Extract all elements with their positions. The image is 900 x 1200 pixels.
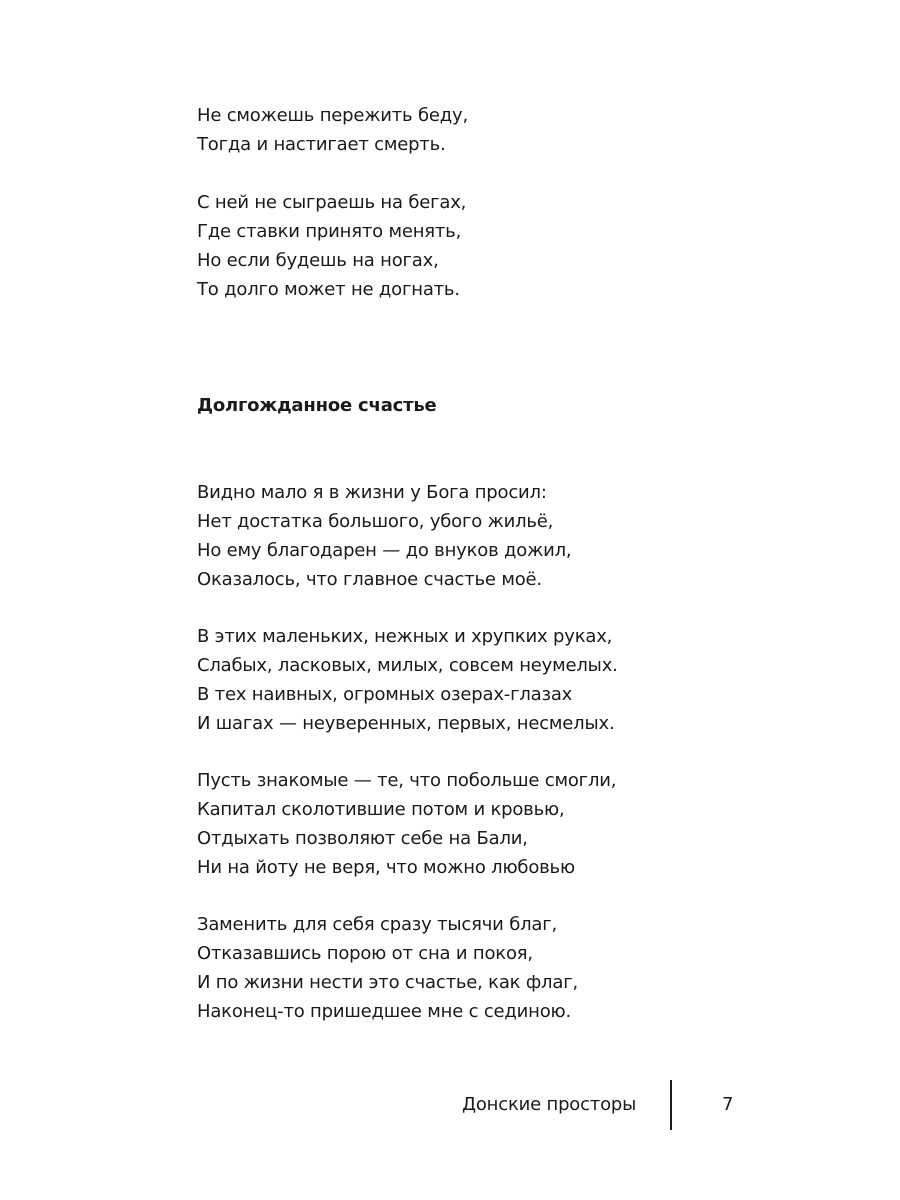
poem-line: Пусть знакомые — те, что побольше смогли,	[197, 770, 617, 791]
footer-divider	[670, 1080, 672, 1130]
poem-line: И по жизни нести это счастье, как флаг,	[197, 972, 578, 993]
poem-line: Отказавшись порою от сна и покоя,	[197, 943, 533, 964]
poem-line: Оказалось, что главное счастье моё.	[197, 569, 542, 590]
poem-line: Заменить для себя сразу тысячи благ,	[197, 914, 558, 935]
poem-line: Видно мало я в жизни у Бога просил:	[197, 482, 547, 503]
poem-line: Тогда и настигает смерть.	[197, 134, 446, 155]
poem-line: Но ему благодарен — до внуков дожил,	[197, 540, 572, 561]
footer-book-title: Донские просторы	[462, 1094, 637, 1115]
poem-line: То долго может не догнать.	[197, 279, 460, 300]
poem-line: Не сможешь пережить беду,	[197, 105, 468, 126]
poem-line: Ни на йоту не веря, что можно любовью	[197, 857, 575, 878]
poem-line: И шагах — неуверенных, первых, несмелых.	[197, 713, 615, 734]
poem-line: Отдыхать позволяют себе на Бали,	[197, 828, 528, 849]
poem-line: Где ставки принято менять,	[197, 221, 462, 242]
poem-line: В тех наивных, огромных озерах-глазах	[197, 684, 573, 705]
poem-line: Нет достатка большого, убого жильё,	[197, 511, 554, 532]
poem-line: Капитал сколотившие потом и кровью,	[197, 799, 565, 820]
poem-line: Но если будешь на ногах,	[197, 250, 439, 271]
poem-line: С ней не сыграешь на бегах,	[197, 192, 467, 213]
page-number: 7	[722, 1094, 734, 1115]
poem-line: Слабых, ласковых, милых, совсем неумелых.	[197, 655, 618, 676]
poem-title: Долгожданное счастье	[197, 395, 437, 416]
poem-line: Наконец-то пришедшее мне с сединою.	[197, 1001, 572, 1022]
poem-line: В этих маленьких, нежных и хрупких руках,	[197, 626, 613, 647]
